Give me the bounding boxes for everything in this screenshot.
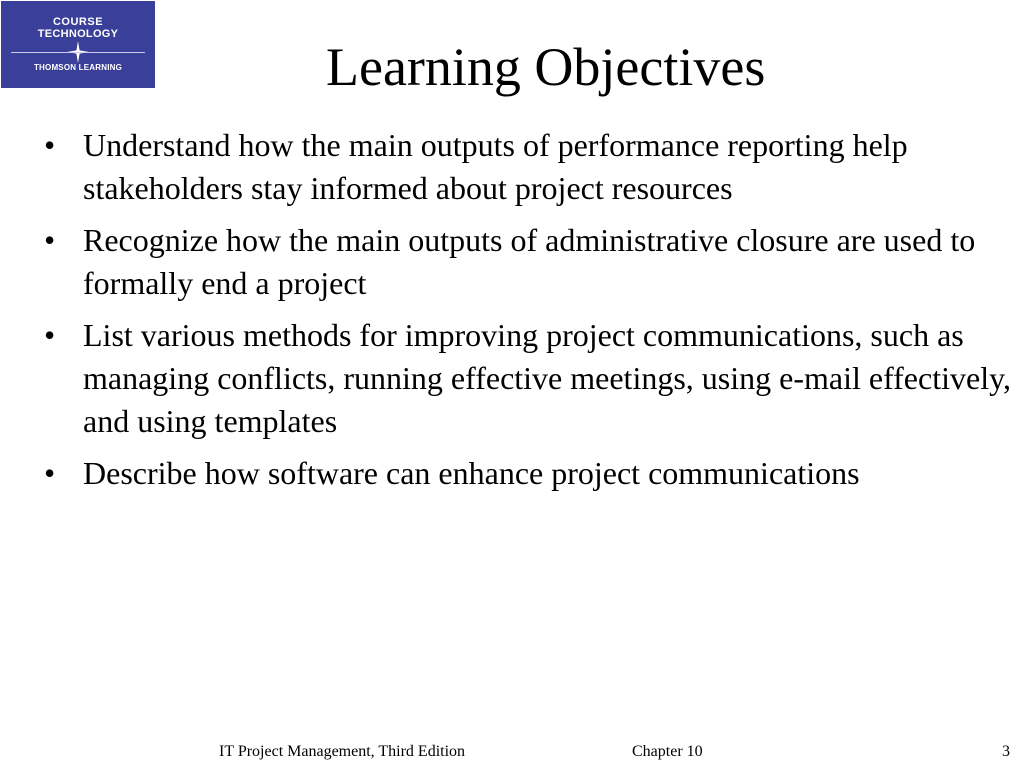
- bullet-icon: •: [44, 127, 56, 163]
- logo-line-technology: TECHNOLOGY: [37, 28, 119, 40]
- objective-text: Describe how software can enhance project communications: [83, 455, 860, 491]
- logo-line-course: COURSE: [52, 16, 104, 28]
- objective-item: [44, 124, 1019, 210]
- footer-chapter: Chapter 10: [632, 743, 703, 760]
- objective-item: [44, 452, 1019, 495]
- objective-item: [44, 314, 1019, 443]
- slide-title: Learning Objectives: [326, 37, 766, 97]
- bullet-icon: •: [44, 317, 56, 353]
- objective-text: Understand how the main outputs of performance reporting help stakeholders stay informed about project resources: [83, 127, 908, 206]
- objective-text: List various methods for improving project communications, such as managing conflicts, running effective meetings, using e-mail effectively, and using templates: [83, 317, 1011, 439]
- objective-text: Recognize how the main outputs of administrative closure are used to formally end a project: [83, 222, 976, 301]
- logo-line-thomson: THOMSON LEARNING: [33, 63, 123, 72]
- bullet-icon: •: [44, 222, 56, 258]
- objectives-list: [44, 124, 1019, 504]
- footer-page-number: 3: [1002, 743, 1010, 760]
- publisher-logo: [1, 1, 155, 88]
- bullet-icon: •: [44, 455, 56, 491]
- objective-item: [44, 219, 1019, 305]
- footer-book-title: IT Project Management, Third Edition: [219, 743, 466, 760]
- logo-divider: [11, 52, 145, 53]
